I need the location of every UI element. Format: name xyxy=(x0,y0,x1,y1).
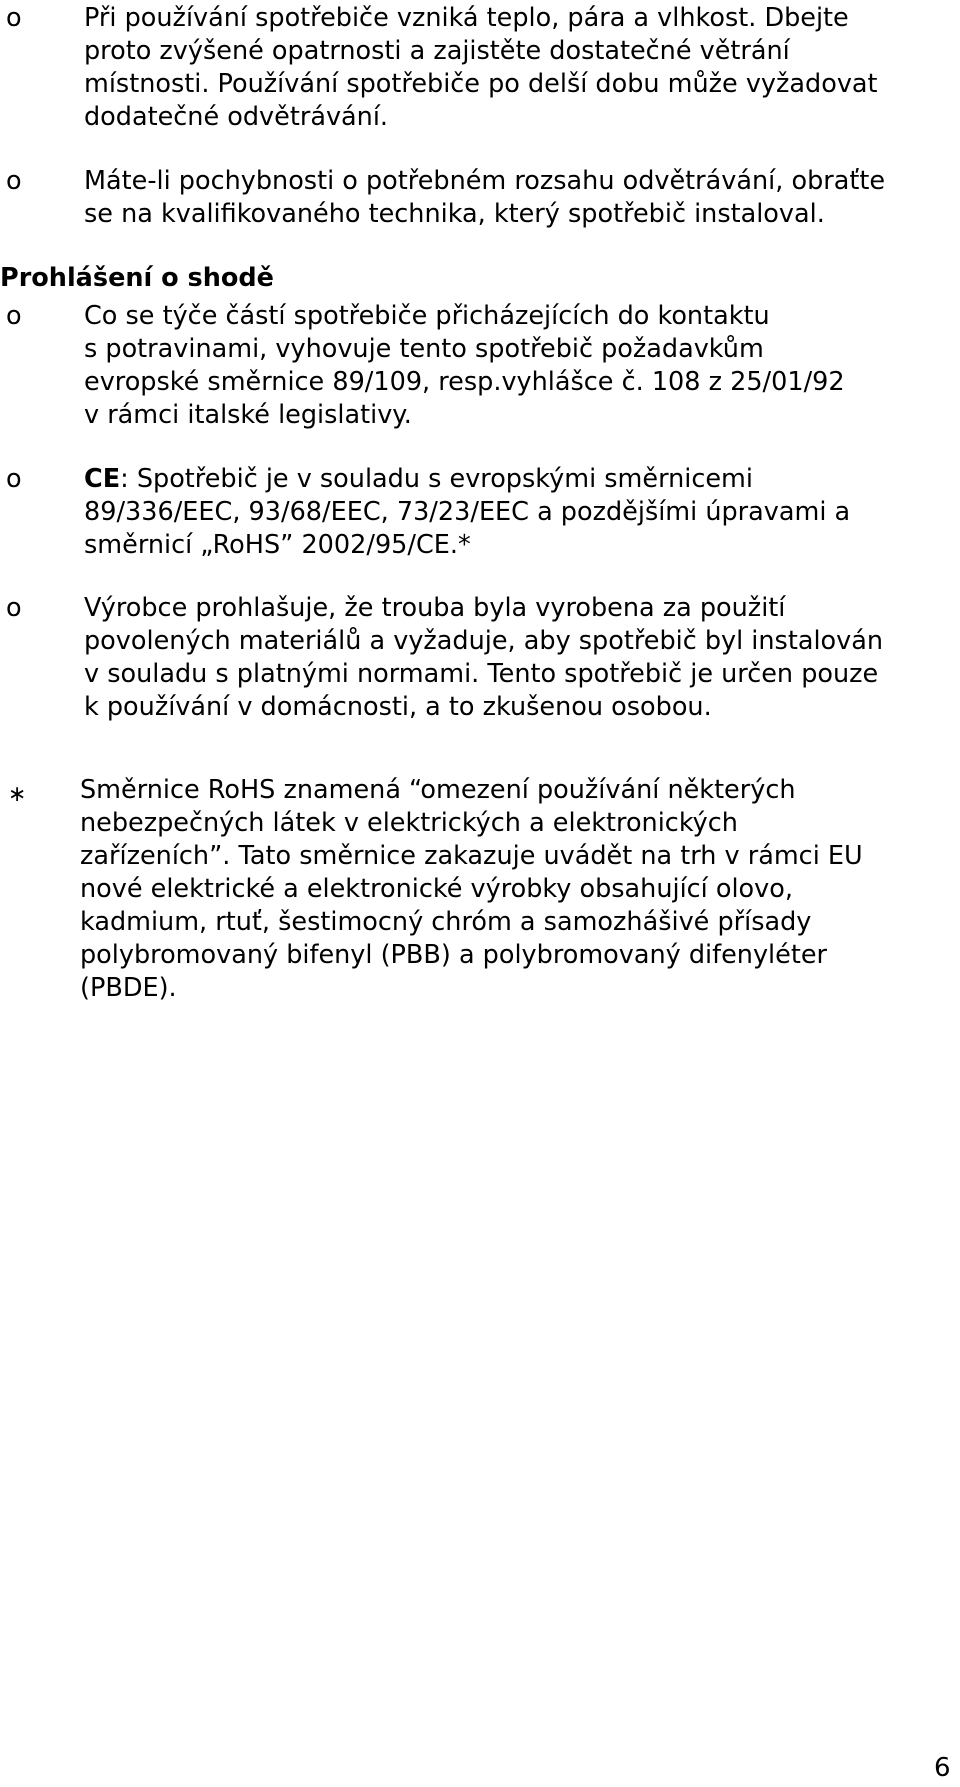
text-line: evropské směrnice 89/109, resp.vyhlášce č. 108 z 25/01/92 xyxy=(84,367,845,397)
bullet-marker: o xyxy=(6,301,22,331)
bullet-text xyxy=(84,463,944,562)
text-line: směrnicí „RoHS” 2002/95/CE.* xyxy=(84,530,471,560)
text-line: nové elektrické a elektronické výrobky obsahující olovo, xyxy=(80,874,793,904)
page-number: 6 xyxy=(934,1753,951,1783)
text-line: v rámci italské legislativy. xyxy=(84,400,412,430)
text-line: kadmium, rtuť, šestimocný chróm a samozhášivé přísady xyxy=(80,907,812,937)
text-line: Výrobce prohlašuje, že trouba byla vyrobena za použití xyxy=(84,593,786,623)
text-line: (PBDE). xyxy=(80,973,177,1003)
bullet-text xyxy=(84,300,944,432)
text-line: Máte-li pochybnosti o potřebném rozsahu odvětrávání, obraťte xyxy=(84,166,886,196)
ce-label: CE xyxy=(84,464,121,494)
bullet-text xyxy=(84,592,944,724)
bullet-marker: o xyxy=(6,166,22,196)
text-line: Při používání spotřebiče vzniká teplo, pára a vlhkost. Dbejte xyxy=(84,3,849,33)
text-line: povolených materiálů a vyžaduje, aby spotřebič byl instalován xyxy=(84,626,884,656)
text-line xyxy=(84,463,944,496)
text-line: v souladu s platnými normami. Tento spotřebič je určen pouze xyxy=(84,659,879,689)
text-line: Směrnice RoHS znamená “omezení používání některých xyxy=(80,775,796,805)
footnote-asterisk: ∗ xyxy=(8,782,27,807)
bullet-text xyxy=(84,165,944,231)
section-heading: Prohlášení o shodě xyxy=(0,263,274,293)
text-line: se na kvalifikovaného technika, který spotřebič instaloval. xyxy=(84,199,825,229)
text-line: zařízeních”. Tato směrnice zakazuje uvádět na trh v rámci EU xyxy=(80,841,863,871)
text-line: s potravinami, vyhovuje tento spotřebič požadavkům xyxy=(84,334,764,364)
text-line: Co se týče částí spotřebiče přicházejících do kontaktu xyxy=(84,301,770,331)
text-line: polybromovaný bifenyl (PBB) a polybromovaný difenyléter xyxy=(80,940,827,970)
text-line: nebezpečných látek v elektrických a elektronických xyxy=(80,808,738,838)
text-line: místnosti. Používání spotřebiče po delší dobu může vyžadovat xyxy=(84,69,878,99)
bullet-text xyxy=(84,2,944,134)
bullet-marker: o xyxy=(6,3,22,33)
bullet-marker: o xyxy=(6,464,22,494)
ce-line-rest: : Spotřebič je v souladu s evropskými směrnicemi xyxy=(120,464,753,494)
text-line: 89/336/EEC, 93/68/EEC, 73/23/EEC a pozdějšími úpravami a xyxy=(84,497,851,527)
bullet-marker: o xyxy=(6,593,22,623)
text-line: proto zvýšené opatrnosti a zajistěte dostatečné větrání xyxy=(84,36,790,66)
footnote-text xyxy=(80,774,940,1005)
text-line: dodatečné odvětrávání. xyxy=(84,102,389,132)
text-line: k používání v domácnosti, a to zkušenou osobou. xyxy=(84,692,712,722)
